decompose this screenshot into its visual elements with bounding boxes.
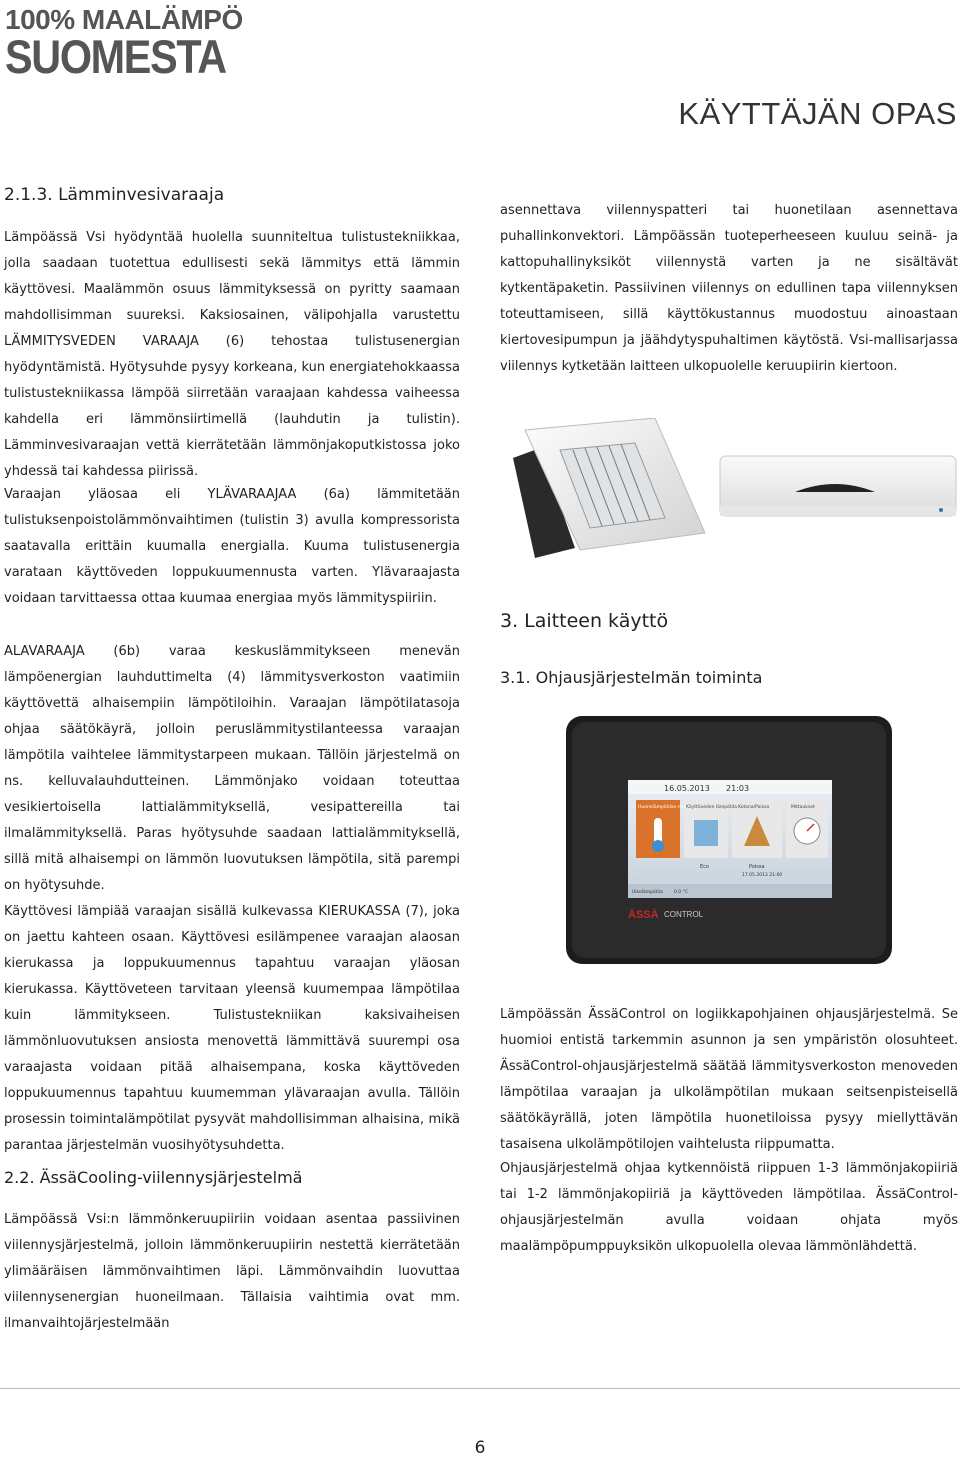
paragraph-text: Lämpöässä Vsi:n lämmönkeruupiiriin voidaan asentaa passiivinen viilennysjärjestelmä, jolloin lämmönkeruupiirin nestettä kierrätetään ylimääräisen lämmönvaihtimen läpi. Lämmönvaihdin luovuttaa viilennysenergian huoneilmaan. Tällaisia vaihtimia ovat mm. ilmanvaihtojärjestelmään [4, 1212, 460, 1331]
screen-date: 16.05.2013 [664, 784, 710, 793]
section-heading: 2.1.3. Lämminvesivaraaja [4, 185, 225, 205]
section-heading: 3.1. Ohjausjärjestelmän toiminta [500, 668, 763, 687]
page-number: 6 [474, 1438, 486, 1458]
logo-line-1: 100% MAALÄMPÖ [5, 4, 243, 35]
logo-line-2: SUOMESTA [5, 30, 226, 83]
paragraph [500, 1156, 958, 1260]
outdoor-value: 0.0 °C [674, 890, 688, 895]
paragraph-text: Lämpöässän ÄssäControl on logiikkapohjainen ohjausjärjestelmä. Se huomioi entistä tarkemmin asunnon ja sen ympäristön olosuhteet. ÄssäControl-ohjausjärjestelmä säätää lämmitysverkoston menoveden lämpötilaa varaajan ja ulkolämpötilan mukaan seitsenpisteisellä säätökäyrällä, joten lämpötila huonetiloissa pysyy miellyttävän tasaisena ulkolämpötilojen vaihtelusta riippumatta. [500, 1007, 958, 1152]
paragraph [4, 899, 460, 1159]
section-heading: 3. Laitteen käyttö [500, 610, 669, 632]
paragraph [4, 1207, 460, 1337]
tile-room-temp: Huonelämpötilan muutos [638, 805, 695, 810]
paragraph-text: Varaajan yläosaa eli YLÄVARAAJAA (6a) lämmitetään tulistuksenpoistolämmönvaihtimen (tulistin 3) avulla kompressorista saatavalla erittäin kuumalla energialla. Kuuma tulistusenergia varataan käyttöveden loppukuumennusta varten. Ylävaraajasta voidaan tarvittaessa ottaa kuumaa energiaa myös lämmityspiiriin. [4, 487, 460, 606]
paragraph-text: Ohjausjärjestelmä ohjaa kytkennöistä riippuen 1-3 lämmönjakopiiriä tai 1-2 lämmönjakopiiriä ja käyttöveden lämpötilaa. ÄssäControl-ohjausjärjestelmän avulla voidaan ohjata myös maalämpöpumppuyksikön ulkopuolella olevaa lämmönlähdettä. [500, 1161, 958, 1254]
tile-measurements: Mittaukset [791, 805, 815, 810]
paragraph-text: asennettava viilennyspatteri tai huonetilaan asennettava puhallinkonvektori. Lämpöässän tuoteperheeseen kuuluu seinä- ja kattopuhallinyksiköt viilennystä varten ja ne sisältävät kytkentäpaketin. Passiivinen viilennys on edullinen tapa viilennyksen toteuttamiseen, sillä käyttökustannus muodostuu ainoastaan kiertovesipumpun ja jäähdytyspuhaltimen käytöstä. Vsi-mallisarjassa viilennys kytketään laitteen ulkopuolelle keruupiirin kiertoon. [500, 203, 958, 374]
tile-hot-water: Käyttöveden lämpötila [686, 805, 737, 810]
paragraph-text: Käyttövesi lämpiää varaajan sisällä kulkevassa KIERUKASSA (7), joka on jaettu kahteen osaan. Käyttövesi esilämpenee varaajan alaosan kierukassa ja loppukuumennus tapahtuu varaajan yläosan kierukassa. Käyttöveteen tarvitaan yleensä kuumempaa lämpötilaa kuin lämmitykseen. Tulistustekniikan kaksivaiheisen lämmönluovutuksen ansiosta menovettä lämmittävä suurempi osa varaajasta voidaan pitää alhaisempana, koska käyttöveden loppukuumennus tapahtuu kuumemman ylävaraajan avulla. Tällöin prosessin toimintalämpötilat pysyvät mahdollisimman alhaisina, mikä parantaa järjestelmän vuosihyötysuhdetta. [4, 904, 460, 1153]
screen-time: 21:03 [726, 784, 750, 793]
away-label: Poissa [749, 864, 765, 870]
section-2-1-3 [4, 185, 460, 205]
device-brand-suffix: CONTROL [664, 910, 704, 919]
section-2-2 [4, 1168, 460, 1187]
brand-logo [5, 4, 256, 83]
section-3 [500, 610, 958, 632]
section-3-1 [500, 668, 958, 687]
outdoor-label: Ulkolämpötila [632, 890, 663, 895]
section-heading: 2.2. ÄssäCooling-viilennysjärjestelmä [4, 1168, 303, 1187]
paragraph [4, 639, 460, 899]
tile-home-away: Kotona/Poissa [738, 805, 770, 810]
paragraph-text: ALAVARAAJA (6b) varaa keskuslämmitykseen menevän lämpöenergian lauhduttimelta (4) lämmitysverkoston vaatimiin käyttövettä alhaisempiin lämpötiloihin. Varaajan lämpötilatasoja ohjaa säätökäyrä, jolloin peruslämmitystilanteessa varaajan lämpötila vaihtelee lämmitystarpeen mukaan. Tällöin järjestelmä on ns. kelluvalauhdutteinen. Lämmönjako voidaan toteuttaa vesikiertoisella lattialämmityksellä, vesipattereilla tai ilmalämmityksellä. Paras hyötysuhde saadaan lattialämmityksellä, sillä mitä alhaisempi on lämmön luovutuksen lämpötila, sitä parempi on hyötysuhde. [4, 644, 460, 893]
cooling-units-image [505, 418, 960, 568]
paragraph [500, 198, 958, 380]
document-title: KÄYTTÄJÄN OPAS [678, 96, 957, 131]
footer-divider [0, 1388, 960, 1389]
control-panel-image [566, 716, 892, 964]
paragraph [500, 1002, 958, 1158]
paragraph [4, 482, 460, 612]
eco-label: Eco [700, 864, 709, 870]
away-date: 17.05.2013 21:00 [742, 873, 783, 878]
device-brand: ÄSSÄ [628, 909, 659, 921]
paragraph [4, 225, 460, 485]
paragraph-text: Lämpöässä Vsi hyödyntää huolella suunniteltua tulistustekniikkaa, jolla saadaan tuotettua edullisesti sekä lämmitys että lämmin käyttövesi. Maalämmön osuus lämmityksessä on pyritty saamaan mahdollisimman suureksi. Kaksiosainen, välipohjalla varustettu LÄMMITYSVEDEN VARAAJA (6) tehostaa tulistusenergian hyödyntämistä. Hyötysuhde pysyy korkeana, kun energiatehokkaassa tulistustekniikassa lämpöä siirretään varaajaan kahdessa vaiheessa kahdella eri lämmönsiirtimellä (lauhdutin ja tulistin). Lämminvesivaraajan vettä kierrätetään lämmönjakoputkistossa joko yhdessä tai kahdessa piirissä. [4, 230, 460, 479]
